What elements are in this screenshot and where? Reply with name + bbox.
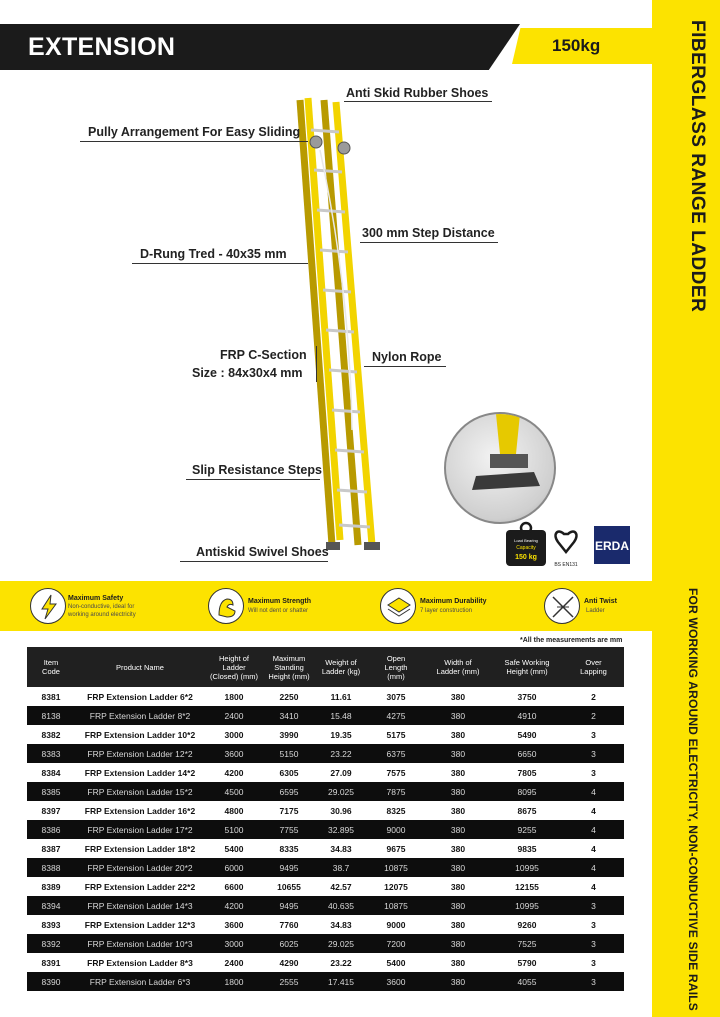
column-header <box>491 658 563 676</box>
table-cell: 5400 <box>386 957 406 968</box>
table-cell: 380 <box>450 824 466 835</box>
table-cell: 6595 <box>279 786 299 797</box>
table-cell: 3 <box>591 976 596 987</box>
table-cell: 11.61 <box>330 691 352 702</box>
table-cell: FRP Extension Ladder 14*3 <box>87 900 193 911</box>
table-cell: 5790 <box>517 957 537 968</box>
table-cell: FRP Extension Ladder 16*2 <box>84 805 196 816</box>
table-cell: 34.83 <box>330 919 352 930</box>
table-cell: 3 <box>591 919 596 930</box>
table-cell: 5100 <box>224 824 244 835</box>
table-cell: 4 <box>591 805 596 816</box>
table-cell: 380 <box>450 976 466 987</box>
table-cell: 8095 <box>517 786 537 797</box>
column-header-line: Height (mm) <box>268 671 310 681</box>
erda-logo-icon <box>594 526 630 564</box>
kitemark-label: BS EN131 <box>554 562 578 568</box>
table-row <box>27 915 624 934</box>
table-cell: 4055 <box>517 976 537 987</box>
table-cell: 380 <box>450 938 466 949</box>
callout-line <box>364 366 446 367</box>
callout-anti-skid-shoes: Anti Skid Rubber Shoes <box>346 86 489 100</box>
spec-table <box>27 647 624 991</box>
callout-frp-section: FRP C-Section <box>220 348 307 362</box>
table-cell: 7755 <box>279 824 299 835</box>
column-header <box>75 663 205 672</box>
table-cell: 15.48 <box>330 710 352 721</box>
table-cell: 7525 <box>517 938 537 949</box>
lightning-icon <box>30 588 66 624</box>
table-row <box>27 972 624 991</box>
feature-desc: Non-conductive, ideal for <box>68 604 135 610</box>
table-row <box>27 706 624 725</box>
table-cell: 5150 <box>279 748 299 759</box>
table-cell: 32.895 <box>328 824 354 835</box>
table-cell: 42.57 <box>330 881 352 892</box>
table-cell: 7200 <box>386 938 406 949</box>
column-header <box>205 654 263 681</box>
column-header-line: Open <box>386 653 406 663</box>
table-cell: 8384 <box>41 767 61 778</box>
side-title: FIBERGLASS RANGE LADDER <box>687 20 708 313</box>
column-header <box>367 654 425 681</box>
table-cell: 380 <box>450 957 466 968</box>
table-cell: 2 <box>591 710 596 721</box>
table-cell: 12075 <box>384 881 408 892</box>
table-cell: FRP Extension Ladder 8*2 <box>89 710 191 721</box>
feature-desc: working around electricity <box>68 612 136 618</box>
table-cell: FRP Extension Ladder 18*2 <box>84 843 196 854</box>
column-header-line: Ladder (mm) <box>436 667 480 676</box>
table-cell: 1800 <box>224 691 244 702</box>
table-cell: 3000 <box>224 938 244 949</box>
table-row <box>27 953 624 972</box>
feature-desc: Ladder <box>586 608 605 614</box>
side-subtitle: FOR WORKING AROUND ELECTRICITY, NON-CONDUCTIVE SIDE RAILS <box>686 588 700 1011</box>
callout-frp-size: Size : 84x30x4 mm <box>192 366 303 380</box>
feature-desc: 7 layer construction <box>420 608 473 614</box>
table-cell: 3 <box>591 729 596 740</box>
table-cell: 9000 <box>386 824 406 835</box>
column-header-line: (mm) <box>387 671 405 681</box>
table-cell: 8382 <box>41 729 61 740</box>
table-cell: 4910 <box>517 710 537 721</box>
column-header-line: Code <box>42 667 60 676</box>
callout-line <box>360 242 498 243</box>
table-cell: FRP Extension Ladder 14*2 <box>84 767 196 778</box>
callout-line <box>344 101 492 102</box>
table-cell: 4800 <box>224 805 244 816</box>
table-row <box>27 839 624 858</box>
table-row <box>27 858 624 877</box>
column-header-line: (Closed) (mm) <box>210 671 258 681</box>
capacity-badge-line1: Load Bearing <box>514 538 538 543</box>
table-cell: 10875 <box>384 900 408 911</box>
column-header <box>263 654 315 681</box>
column-header-line: Width of <box>444 658 472 667</box>
table-cell: 1800 <box>224 976 244 987</box>
erda-label: ERDA <box>594 539 630 553</box>
column-header-line: Height of <box>218 653 250 663</box>
callout-line <box>80 141 308 142</box>
table-cell: 6375 <box>386 748 406 759</box>
table-row <box>27 801 624 820</box>
table-cell: 8325 <box>386 805 406 816</box>
table-cell: 8386 <box>41 824 61 835</box>
table-cell: 2400 <box>224 957 244 968</box>
table-cell: 8388 <box>41 862 61 873</box>
table-cell: 380 <box>450 729 466 740</box>
table-cell: 9000 <box>386 919 406 930</box>
table-cell: 3 <box>591 900 596 911</box>
table-cell: FRP Extension Ladder 10*3 <box>87 938 193 949</box>
column-header-line: Maximum <box>272 653 306 663</box>
callout-slip-resistance: Slip Resistance Steps <box>192 463 322 477</box>
table-cell: 4 <box>591 824 596 835</box>
table-cell: 3000 <box>224 729 244 740</box>
feature-title: Maximum Durability <box>420 598 487 605</box>
table-cell: 8391 <box>41 957 61 968</box>
table-row <box>27 725 624 744</box>
table-row <box>27 782 624 801</box>
table-cell: FRP Extension Ladder 12*2 <box>87 748 193 759</box>
callout-d-rung: D-Rung Tred - 40x35 mm <box>140 247 287 261</box>
table-cell: 10995 <box>515 900 539 911</box>
measurement-note: *All the measurements are mm <box>520 637 623 644</box>
table-cell: 380 <box>450 919 466 930</box>
table-cell: 380 <box>450 843 466 854</box>
table-cell: 380 <box>450 710 466 721</box>
table-cell: 23.22 <box>330 748 352 759</box>
column-header-line: Standing <box>274 662 304 672</box>
table-row <box>27 877 624 896</box>
table-cell: 6000 <box>224 862 244 873</box>
table-cell: 34.83 <box>330 843 352 854</box>
table-cell: 3600 <box>386 976 406 987</box>
table-cell: 3 <box>591 938 596 949</box>
table-cell: 7175 <box>279 805 299 816</box>
table-cell: 4500 <box>224 786 244 797</box>
feature-title: Maximum Safety <box>68 595 124 602</box>
table-header <box>27 647 624 687</box>
table-cell: 380 <box>450 786 466 797</box>
capacity-badge-value: 150 kg <box>515 554 537 561</box>
table-cell: FRP Extension Ladder 20*2 <box>87 862 193 873</box>
page-title: EXTENSION <box>28 33 176 61</box>
table-cell: 9835 <box>517 843 537 854</box>
column-header <box>563 658 624 676</box>
table-cell: 4275 <box>386 710 406 721</box>
table-cell: 4 <box>591 881 596 892</box>
table-cell: FRP Extension Ladder 6*3 <box>89 976 191 987</box>
table-cell: 4 <box>591 862 596 873</box>
feature-title: Anti Twist <box>584 598 617 605</box>
table-cell: 5490 <box>517 729 537 740</box>
table-cell: FRP Extension Ladder 12*3 <box>84 919 196 930</box>
column-header-line: Length <box>384 662 408 672</box>
table-cell: 8387 <box>41 843 61 854</box>
column-header <box>27 658 75 676</box>
column-header-line: Over <box>585 658 602 667</box>
table-cell: 8385 <box>41 786 61 797</box>
table-cell: 6025 <box>279 938 299 949</box>
callout-line <box>316 346 317 382</box>
table-cell: 2400 <box>224 710 244 721</box>
table-cell: 2555 <box>279 976 299 987</box>
table-cell: 29.025 <box>328 786 354 797</box>
table-cell: 5175 <box>386 729 406 740</box>
table-cell: 6305 <box>279 767 299 778</box>
kitemark-icon <box>554 532 578 568</box>
weight-capacity-icon <box>506 523 546 566</box>
table-cell: 10875 <box>384 862 408 873</box>
column-header-line: Ladder (kg) <box>321 667 361 676</box>
table-cell: 3600 <box>224 919 244 930</box>
table-cell: 3 <box>591 748 596 759</box>
feature-title: Maximum Strength <box>248 598 312 605</box>
table-cell: 19.35 <box>330 729 352 740</box>
anti-twist-icon <box>544 588 580 624</box>
callout-swivel-shoes: Antiskid Swivel Shoes <box>196 545 329 559</box>
table-cell: 6600 <box>224 881 244 892</box>
table-cell: 8392 <box>41 938 61 949</box>
table-cell: 2250 <box>279 691 299 702</box>
foot-detail-image <box>444 412 556 524</box>
table-row <box>27 763 624 782</box>
table-cell: 380 <box>450 748 466 759</box>
table-cell: 10655 <box>277 881 301 892</box>
table-cell: 9255 <box>517 824 537 835</box>
table-cell: 7760 <box>279 919 299 930</box>
table-cell: 7875 <box>386 786 406 797</box>
callout-line <box>132 263 308 264</box>
table-cell: FRP Extension Ladder 15*2 <box>87 786 193 797</box>
column-header-line: Height (mm) <box>506 667 548 676</box>
table-cell: 7805 <box>517 767 537 778</box>
column-header-line: Lapping <box>580 667 607 676</box>
table-cell: 8393 <box>41 919 61 930</box>
table-cell: FRP Extension Ladder 8*3 <box>87 957 193 968</box>
table-cell: 9495 <box>279 900 299 911</box>
table-cell: 3075 <box>386 691 406 702</box>
callout-line <box>186 479 320 480</box>
table-cell: 380 <box>450 900 466 911</box>
table-cell: 8675 <box>517 805 537 816</box>
table-row <box>27 820 624 839</box>
table-cell: 8383 <box>41 748 61 759</box>
table-cell: 8394 <box>41 900 61 911</box>
table-cell: 10995 <box>515 862 539 873</box>
layers-icon <box>380 588 416 624</box>
table-cell: 6650 <box>517 748 537 759</box>
column-header-line: Item <box>43 658 59 667</box>
table-cell: 380 <box>450 805 466 816</box>
table-cell: 23.22 <box>330 957 352 968</box>
table-cell: 8389 <box>41 881 61 892</box>
column-header-line: Weight of <box>325 658 357 667</box>
table-cell: FRP Extension Ladder 17*2 <box>87 824 193 835</box>
table-cell: 3 <box>591 957 596 968</box>
column-header-line: Safe Working <box>504 658 550 667</box>
table-cell: 5400 <box>224 843 244 854</box>
column-header <box>315 658 367 676</box>
column-header <box>425 658 491 676</box>
table-cell: FRP Extension Ladder 22*2 <box>84 881 196 892</box>
table-cell: 3 <box>591 767 596 778</box>
table-cell: 9260 <box>517 919 537 930</box>
table-row <box>27 687 624 706</box>
table-cell: 29.025 <box>328 938 354 949</box>
feature-desc: Will not dent or shatter <box>248 608 309 614</box>
table-cell: 9495 <box>279 862 299 873</box>
table-cell: 3750 <box>517 691 537 702</box>
table-cell: 8381 <box>41 691 61 702</box>
table-cell: 7575 <box>386 767 406 778</box>
capacity-label: 150kg <box>552 36 601 55</box>
table-cell: 8397 <box>41 805 61 816</box>
table-cell: 3600 <box>224 748 244 759</box>
table-cell: 3990 <box>279 729 299 740</box>
table-cell: 4 <box>591 843 596 854</box>
certification-logos <box>502 520 642 570</box>
column-header-line: Product Name <box>116 662 164 672</box>
table-cell: 30.96 <box>330 805 352 816</box>
table-cell: FRP Extension Ladder 6*2 <box>87 691 193 702</box>
table-cell: FRP Extension Ladder 10*2 <box>84 729 196 740</box>
table-cell: 380 <box>450 767 466 778</box>
table-cell: 4 <box>591 786 596 797</box>
table-cell: 8138 <box>41 710 61 721</box>
callout-step-distance: 300 mm Step Distance <box>362 226 495 240</box>
table-cell: 4290 <box>279 957 299 968</box>
table-cell: 3410 <box>279 710 299 721</box>
callout-line <box>180 561 328 562</box>
table-row <box>27 744 624 763</box>
callout-pully: Pully Arrangement For Easy Sliding <box>88 125 301 139</box>
table-row <box>27 896 624 915</box>
table-cell: 380 <box>450 862 466 873</box>
table-cell: 2 <box>591 691 596 702</box>
table-cell: 8390 <box>41 976 61 987</box>
table-cell: 4200 <box>224 900 244 911</box>
capacity-badge-line2: Capacity <box>516 545 536 551</box>
callout-nylon-rope: Nylon Rope <box>372 350 442 364</box>
table-cell: 40.635 <box>328 900 354 911</box>
table-cell: 380 <box>450 881 466 892</box>
table-cell: 4200 <box>224 767 244 778</box>
strength-arm-icon <box>208 588 244 624</box>
table-cell: 17.415 <box>328 976 354 987</box>
table-cell: 12155 <box>515 881 539 892</box>
table-cell: 9675 <box>386 843 406 854</box>
column-header-line: Ladder <box>222 662 246 672</box>
table-cell: 380 <box>450 691 466 702</box>
table-row <box>27 934 624 953</box>
table-body <box>27 687 624 991</box>
table-cell: 27.09 <box>330 767 352 778</box>
ladder-illustration <box>280 90 390 560</box>
table-cell: 38.7 <box>332 862 350 873</box>
table-cell: 8335 <box>279 843 299 854</box>
